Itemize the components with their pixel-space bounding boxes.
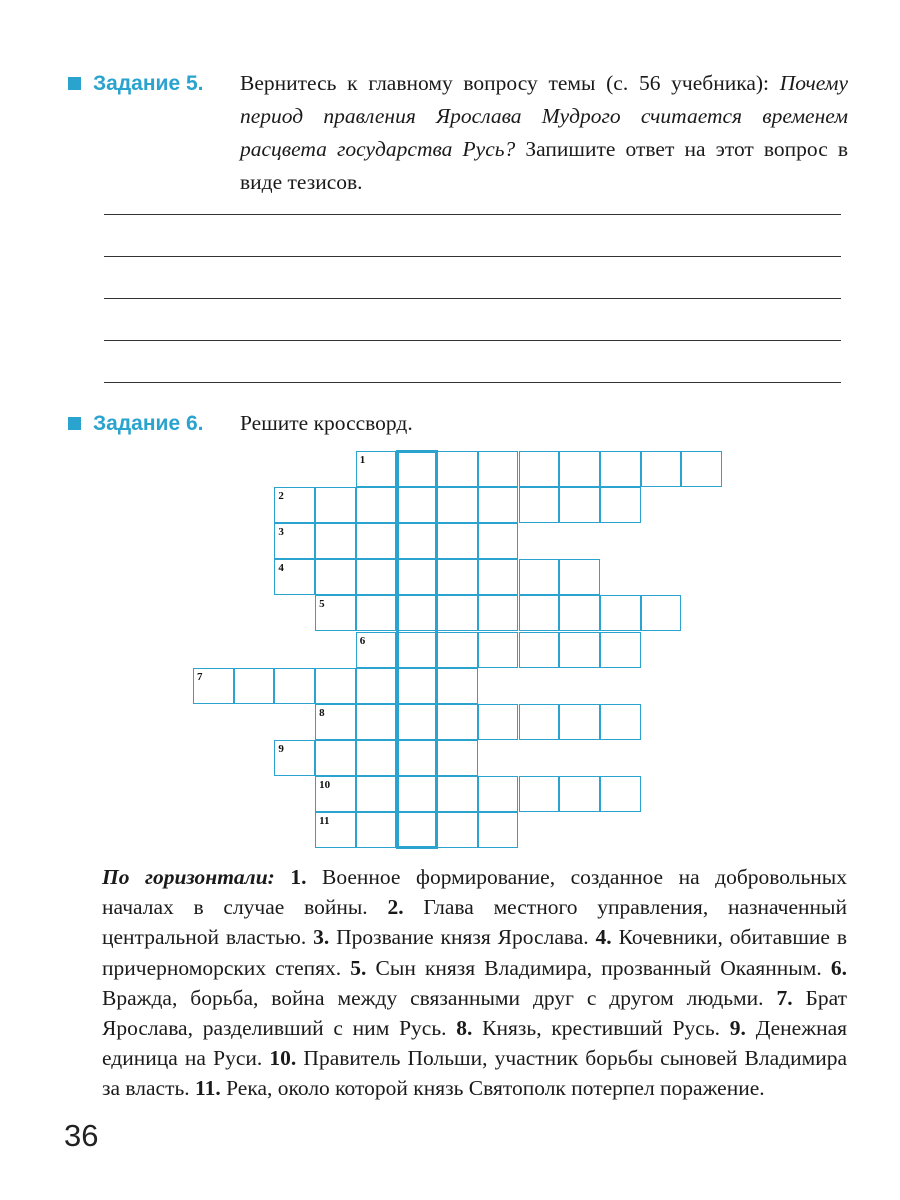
- task-5-label: Задание 5.: [68, 67, 240, 199]
- crossword-cell[interactable]: [519, 451, 560, 487]
- crossword-cell[interactable]: [437, 523, 478, 559]
- clue-number: 6.: [830, 955, 847, 980]
- crossword-cell[interactable]: [559, 595, 600, 631]
- crossword-cell[interactable]: [397, 668, 438, 704]
- clue-text: Сын князя Владимира, прозванный Окаянным.: [366, 955, 831, 980]
- crossword-row-number: 7: [197, 670, 203, 683]
- clue-text: Река, около которой князь Святополк потерпел поражение.: [220, 1076, 765, 1101]
- clue-text: Правитель Польши, участник борьбы сыновей Владимира за власть.: [102, 1046, 847, 1101]
- clues-horizontal: [102, 862, 847, 1104]
- crossword-cell[interactable]: [641, 451, 682, 487]
- crossword-cell[interactable]: [315, 487, 356, 523]
- crossword-cell[interactable]: [559, 451, 600, 487]
- crossword-cell[interactable]: [356, 559, 397, 595]
- crossword-cell[interactable]: [397, 559, 438, 595]
- clue-text: Вражда, борьба, война между связанными друг с другом людьми.: [102, 985, 777, 1010]
- crossword-cell[interactable]: [600, 704, 641, 740]
- crossword-cell[interactable]: [356, 704, 397, 740]
- crossword-cell[interactable]: [519, 632, 560, 668]
- clue-list: [102, 865, 847, 1100]
- crossword-cell[interactable]: [519, 487, 560, 523]
- clue-number: 11.: [195, 1076, 221, 1101]
- crossword-cell[interactable]: [437, 559, 478, 595]
- crossword-row-number: 6: [359, 634, 366, 647]
- crossword-row-number: 11: [319, 815, 330, 827]
- crossword-cell[interactable]: [559, 632, 600, 668]
- crossword-cell[interactable]: [397, 595, 438, 631]
- crossword-cell[interactable]: [356, 668, 397, 704]
- crossword-cell[interactable]: [437, 776, 478, 812]
- crossword-cell[interactable]: [600, 776, 641, 812]
- crossword-cell[interactable]: [478, 632, 519, 668]
- crossword-cell[interactable]: [478, 559, 519, 595]
- crossword-row-number: 2: [278, 490, 284, 503]
- clue-text: Денежная единица на Руси.: [102, 1016, 848, 1071]
- crossword-cell[interactable]: [600, 451, 641, 487]
- crossword-cell[interactable]: [397, 776, 438, 812]
- crossword-cell[interactable]: [478, 776, 519, 812]
- crossword-cell[interactable]: [559, 559, 600, 595]
- clue-number: 9.: [729, 1016, 746, 1041]
- crossword-cell[interactable]: [437, 632, 478, 668]
- crossword-cell[interactable]: [315, 559, 356, 595]
- crossword-cell[interactable]: [397, 632, 438, 668]
- crossword-cell[interactable]: [559, 704, 600, 740]
- crossword-cell[interactable]: [397, 487, 438, 523]
- clue-number: 7.: [776, 985, 793, 1010]
- crossword-cell[interactable]: [478, 451, 519, 487]
- task-5-text: Вернитесь к главному вопросу темы (с. 56 учебника): Почему период правления Ярослава Мудрого считается временем расцвета государства Русь? Запишите ответ на этот вопрос в виде тезисов.: [240, 71, 848, 194]
- crossword-cell[interactable]: [234, 668, 275, 704]
- crossword-cell[interactable]: [478, 812, 519, 848]
- crossword-cell[interactable]: [397, 812, 438, 848]
- clue-text: Прозвание князя Ярослава.: [329, 925, 596, 950]
- clue-text: Кочевники, обитавшие в причерноморских степях.: [102, 925, 847, 980]
- crossword-cell[interactable]: [478, 487, 519, 523]
- crossword-cell[interactable]: [478, 704, 519, 740]
- crossword-cell[interactable]: [397, 704, 438, 740]
- crossword-cell[interactable]: [397, 523, 438, 559]
- crossword-cell[interactable]: [315, 740, 356, 776]
- clue-number: 10.: [269, 1046, 297, 1071]
- crossword-row-number: 4: [278, 562, 284, 575]
- clue-number: 1.: [290, 865, 307, 889]
- crossword-cell[interactable]: [437, 668, 478, 704]
- crossword-row-number: 3: [278, 526, 284, 539]
- crossword-row-number: 8: [319, 706, 325, 719]
- task-6-label: Задание 6.: [68, 407, 240, 440]
- clue-text: Военное формирование, созданное на добровольных началах в случае войны.: [102, 865, 847, 920]
- crossword-row-number: 9: [278, 742, 284, 755]
- clue-text: Брат Ярослава, разделивший с ним Русь.: [102, 985, 847, 1041]
- clue-text: Князь, крестивший Русь.: [472, 1016, 730, 1041]
- clue-text: Глава местного управления, назначенный центральной властью.: [102, 895, 847, 950]
- crossword-cell[interactable]: [559, 776, 600, 812]
- crossword-cell[interactable]: [600, 632, 641, 668]
- crossword-row-number: 10: [319, 778, 331, 791]
- clue-number: 8.: [456, 1016, 473, 1041]
- crossword-cell[interactable]: [356, 595, 397, 631]
- crossword-cell[interactable]: [437, 704, 478, 740]
- crossword-cell[interactable]: [356, 740, 397, 776]
- crossword-cell[interactable]: [437, 812, 478, 848]
- crossword-cell[interactable]: [274, 668, 315, 704]
- crossword-cell[interactable]: [641, 595, 682, 631]
- crossword-cell[interactable]: [356, 812, 397, 848]
- crossword-cell[interactable]: [437, 451, 478, 487]
- clue-number: 3.: [313, 925, 330, 950]
- crossword-cell[interactable]: [397, 451, 438, 487]
- crossword-cell[interactable]: [559, 487, 600, 523]
- crossword-cell[interactable]: [681, 451, 722, 487]
- crossword-cell[interactable]: [600, 595, 641, 631]
- crossword-cell[interactable]: [478, 523, 519, 559]
- task-6-text: Решите кроссворд.: [240, 411, 413, 435]
- crossword-cell[interactable]: [519, 704, 560, 740]
- clue-number: 2.: [387, 895, 404, 920]
- crossword-cell[interactable]: [519, 559, 560, 595]
- crossword-row-number: 5: [319, 598, 325, 611]
- crossword-cell[interactable]: [478, 595, 519, 631]
- crossword-cell[interactable]: [315, 668, 356, 704]
- crossword-cell[interactable]: [356, 523, 397, 559]
- crossword-cell[interactable]: [600, 487, 641, 523]
- clue-number: 5.: [350, 955, 367, 980]
- crossword-row-number: 1: [359, 454, 366, 466]
- clues-heading: По горизонтали:: [102, 865, 275, 889]
- crossword-cell[interactable]: [437, 740, 478, 776]
- crossword-cell[interactable]: [437, 487, 478, 523]
- crossword-cell[interactable]: [519, 595, 560, 631]
- crossword-cell[interactable]: [437, 595, 478, 631]
- main-question: Почему период правления Ярослава Мудрого считается временем расцвета государства Русь?: [240, 71, 848, 161]
- crossword-cell[interactable]: [519, 776, 560, 812]
- clue-number: 4.: [595, 925, 612, 950]
- page-number: 36: [64, 1118, 99, 1153]
- crossword-cell[interactable]: [356, 776, 397, 812]
- crossword-cell[interactable]: [315, 523, 356, 559]
- crossword-cell[interactable]: [397, 740, 438, 776]
- crossword-cell[interactable]: [356, 487, 397, 523]
